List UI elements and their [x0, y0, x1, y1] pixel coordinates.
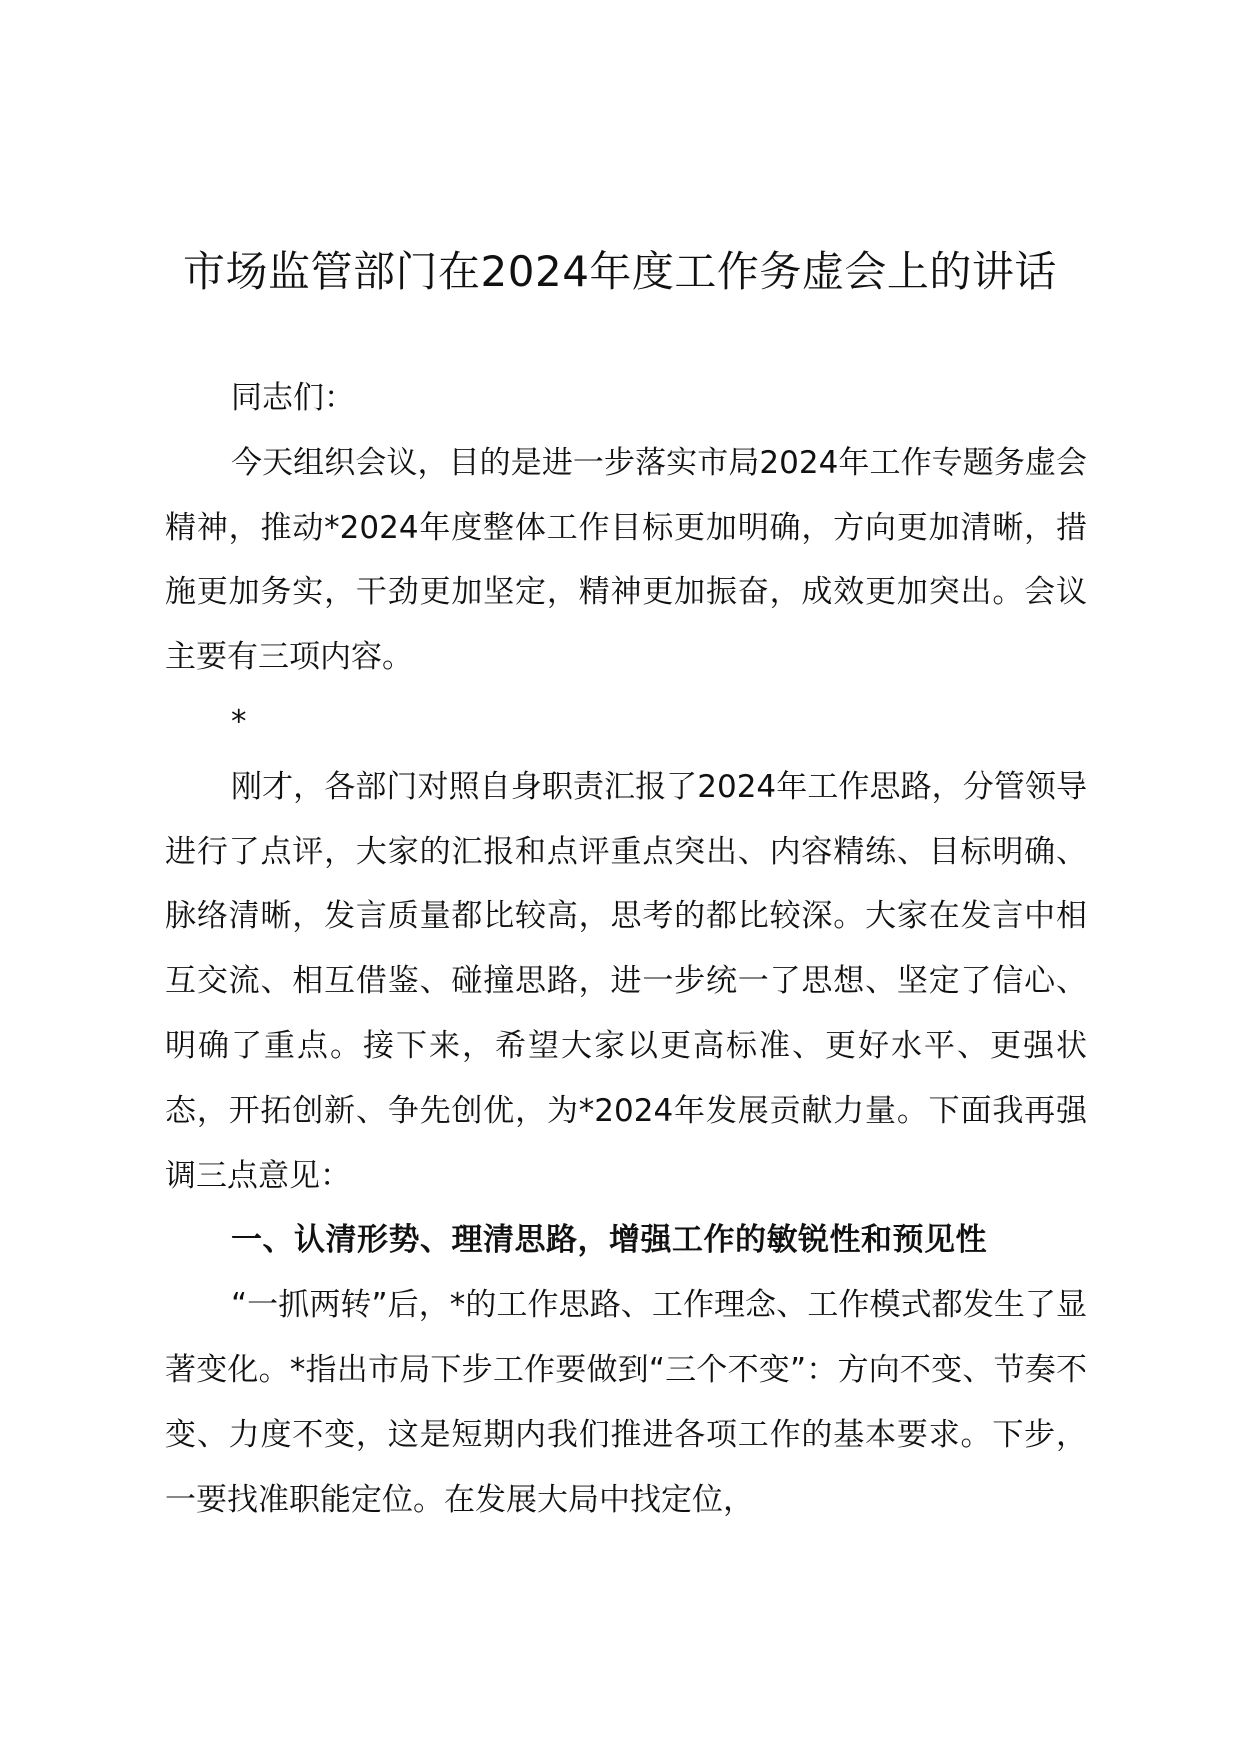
asterisk-line: * [231, 703, 247, 740]
salutation: 同志们： [231, 380, 355, 416]
document-body [165, 366, 1087, 1532]
section-heading-1: 一、认清形势、理清思路，增强工作的敏锐性和预见性 [231, 1222, 987, 1259]
section-1-paragraph: “一抓两转”后，*的工作思路、工作理念、工作模式都发生了显著变化。*指出市局下步工作要做到“三个不变”：方向不变、节奏不变、力度不变，这是短期内我们推进各项工作的基本要求。下步，一要找准职能定位。在发展大局中找定位， [165, 1287, 1087, 1518]
document-title: 市场监管部门在2024年度工作务虚会上的讲话 [183, 247, 1057, 296]
intro-paragraph: 今天组织会议，目的是进一步落实市局2024年工作专题务虚会精神，推动*2024年度整体工作目标更加明确，方向更加清晰，措施更加务实，干劲更加坚定，精神更加振奋，成效更加突出。会议主要有三项内容。 [165, 444, 1087, 676]
review-paragraph: 刚才，各部门对照自身职责汇报了2024年工作思路，分管领导进行了点评，大家的汇报和点评重点突出、内容精练、目标明确、脉络清晰，发言质量都比较高，思考的都比较深。大家在发言中相互交流、相互借鉴、碰撞思路，进一步统一了思想、坚定了信心、明确了重点。接下来，希望大家以更高标准、更好水平、更强状态，开拓创新、争先创优，为*2024年发展贡献力量。下面我再强调三点意见： [165, 768, 1087, 1194]
